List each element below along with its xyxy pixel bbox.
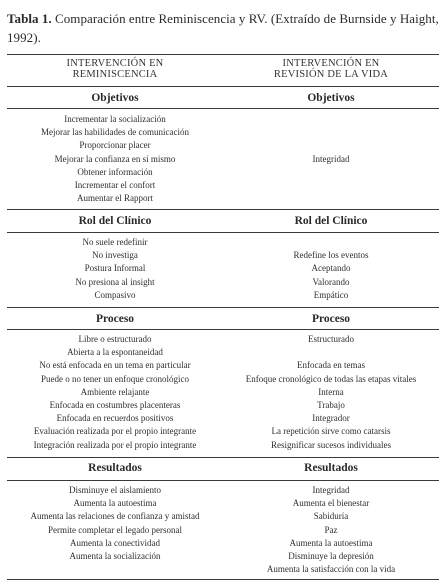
- list-item: Enfoque cronológico de todas las etapas vitales: [245, 373, 417, 384]
- list-item: Redefine los eventos: [293, 250, 369, 261]
- list-item: Enfocada en temas: [297, 360, 365, 371]
- rol-right-list: [223, 236, 439, 302]
- list-item: Mejorar la confianza en sí mismo: [54, 153, 176, 164]
- list-item: Resignificar sucesos individuales: [271, 439, 391, 450]
- list-item: Incrementar el confort: [74, 180, 156, 191]
- list-item: [223, 236, 439, 249]
- left-column-header: [7, 58, 223, 80]
- section-rule: [7, 108, 439, 109]
- table-top-rule: [7, 54, 439, 55]
- list-item: Integración realizada por el propio integrante: [33, 439, 197, 450]
- list-item: Mejorar las habilidades de comunicación: [41, 127, 189, 138]
- list-item: Aumentar el Rapport: [77, 193, 153, 204]
- list-item: Integridad: [312, 153, 350, 164]
- list-item: La repetición sirve como catarsis: [271, 426, 391, 437]
- list-item: [223, 346, 439, 359]
- list-item: Postura Informal: [84, 263, 146, 274]
- section-title-objetivos-left: Objetivos: [91, 92, 139, 104]
- objetivos-right-list: [223, 113, 439, 205]
- list-item: Abierta a la espontaneidad: [67, 347, 163, 358]
- list-item: Sabiduría: [313, 511, 349, 522]
- list-item: Proporcionar placer: [79, 140, 151, 151]
- list-item: [223, 192, 439, 205]
- list-item: Trabajo: [317, 399, 345, 410]
- list-item: Aumenta la autoestima: [73, 498, 157, 509]
- list-item: Aumenta el bienestar: [292, 498, 370, 509]
- list-item: No investiga: [92, 250, 138, 261]
- list-item: Aumenta la autoestima: [289, 537, 373, 548]
- list-item: Integrador: [312, 413, 350, 424]
- section-rule: [7, 307, 439, 308]
- list-item: No suele redefinir: [82, 237, 148, 247]
- section-rule: [7, 232, 439, 233]
- list-item: Aumenta la conectividad: [70, 537, 160, 548]
- list-item: Libre o estructurado: [78, 334, 152, 344]
- section-title-resultados-left: Resultados: [88, 462, 142, 474]
- list-item: Enfocada en recuerdos positivos: [56, 413, 174, 424]
- list-item: [7, 563, 223, 576]
- table-caption-text: Comparación entre Reminiscencia y RV. (Extraído de Burnside y Haight, 1992).: [7, 11, 439, 45]
- list-item: Paz: [324, 524, 338, 535]
- right-header-line2: REVISIÓN DE LA VIDA: [273, 69, 389, 80]
- list-item: No presiona al insight: [75, 276, 155, 287]
- right-header-line1: INTERVENCIÓN EN: [282, 58, 380, 69]
- right-column-header: [223, 58, 439, 80]
- list-item: Aumenta la satisfacción con la vida: [266, 564, 396, 575]
- list-item: Empático: [313, 289, 349, 300]
- proceso-right-list: [223, 333, 439, 452]
- list-item: Compasivo: [94, 289, 136, 300]
- left-header-line2: REMINISCENCIA: [72, 69, 158, 80]
- section-title-proceso-left: Proceso: [95, 313, 135, 325]
- rol-left-list: [7, 236, 223, 302]
- section-title-rol-left: Rol del Clínico: [78, 215, 152, 227]
- list-item: Aceptando: [311, 263, 351, 274]
- list-item: [223, 179, 439, 192]
- table-caption-label: Tabla 1.: [7, 11, 52, 26]
- left-header-line1: INTERVENCIÓN EN: [66, 58, 164, 69]
- list-item: [223, 126, 439, 139]
- section-title-proceso-right: Proceso: [311, 313, 351, 325]
- section-title-resultados-right: Resultados: [304, 462, 358, 474]
- list-item: Disminuye la depresión: [288, 550, 374, 561]
- list-item: Obtener información: [77, 166, 153, 177]
- list-item: Aumenta la socialización: [69, 550, 161, 561]
- resultados-right-list: [223, 484, 439, 576]
- table-caption: [7, 9, 439, 47]
- list-item: [223, 113, 439, 126]
- list-item: [223, 139, 439, 152]
- list-item: Disminuye el aislamiento: [69, 485, 161, 495]
- list-item: Puede o no tener un enfoque cronológico: [41, 373, 189, 384]
- list-item: [223, 166, 439, 179]
- section-rule: [7, 329, 439, 330]
- section-title-objetivos-right: Objetivos: [307, 92, 355, 104]
- proceso-left-list: [7, 333, 223, 452]
- section-rule: [7, 457, 439, 458]
- list-item: Integridad: [312, 485, 350, 495]
- list-item: Aumenta las relaciones de confianza y amistad: [30, 511, 200, 522]
- list-item: Permite completar el legado personal: [48, 524, 182, 535]
- list-item: Evaluación realizada por el propio integrante: [33, 426, 197, 437]
- table-bottom-rule: [7, 579, 439, 580]
- objetivos-left-list: [7, 113, 223, 205]
- section-title-rol-right: Rol del Clínico: [294, 215, 368, 227]
- list-item: Estructurado: [308, 334, 354, 344]
- list-item: Valorando: [312, 276, 350, 287]
- section-rule: [7, 209, 439, 210]
- list-item: Ambiente relajante: [80, 386, 150, 397]
- list-item: Interna: [318, 386, 344, 397]
- section-rule: [7, 480, 439, 481]
- list-item: No está enfocada en un tema en particular: [39, 360, 191, 371]
- list-item: Incrementar la socialización: [64, 114, 166, 124]
- resultados-left-list: [7, 484, 223, 576]
- section-rule: [7, 86, 439, 87]
- list-item: Enfocada en costumbres placenteras: [49, 399, 181, 410]
